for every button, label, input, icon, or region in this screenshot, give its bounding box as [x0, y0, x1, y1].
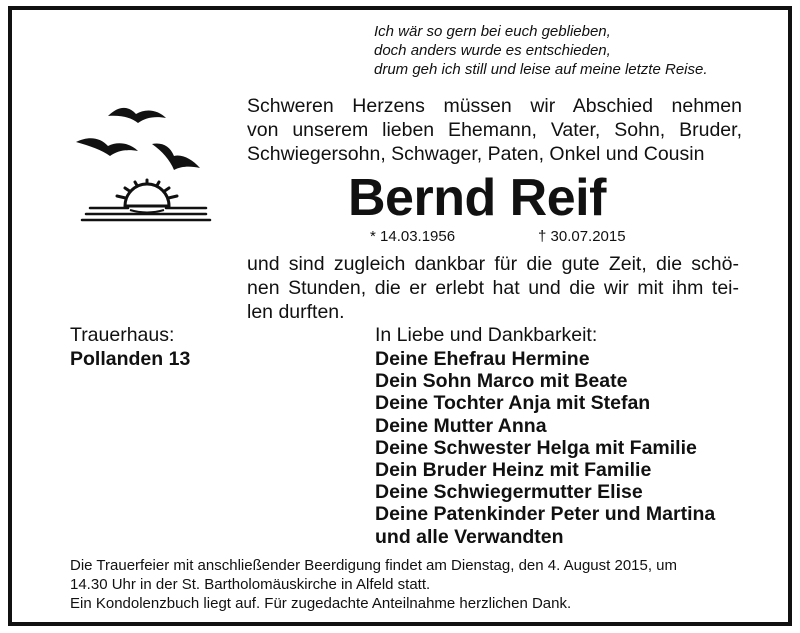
funeral-notice: [70, 556, 750, 613]
notice-line: Ein Kondolenzbuch liegt auf. Für zugedachte Anteilnahme herzlichen Dank.: [70, 595, 572, 612]
mourning-house-label: Trauerhaus:: [70, 324, 175, 346]
notice-line: 14.30 Uhr in der St. Bartholomäuskirche in Alfeld statt.: [70, 576, 431, 593]
birth-date: * 14.03.1956: [370, 228, 456, 245]
verse-line: Ich wär so gern bei euch geblieben,: [374, 23, 611, 40]
mourner: Deine Patenkinder Peter und Martina: [375, 503, 716, 526]
verse-line: doch anders wurde es entschieden,: [374, 42, 611, 59]
mourner: Deine Schwiegermutter Elise: [375, 481, 643, 504]
gratitude-line: nen Stunden, die er erlebt hat und die wir mit ihm tei-: [247, 277, 739, 299]
intro-paragraph: [247, 94, 742, 166]
mourner: Dein Bruder Heinz mit Familie: [375, 459, 652, 482]
obituary-frame: [8, 6, 792, 626]
mourner: Deine Mutter Anna: [375, 414, 547, 437]
mourning-house-address: Pollanden 13: [70, 348, 191, 370]
verse-line: drum geh ich still und leise auf meine letzte Reise.: [374, 61, 708, 78]
intro-line: von unserem lieben Ehemann, Vater, Sohn, Bruder,: [247, 119, 742, 141]
mourner: und alle Verwandten: [375, 525, 564, 548]
mourner: Dein Sohn Marco mit Beate: [375, 370, 628, 393]
signoff-heading: In Liebe und Dankbarkeit:: [375, 324, 598, 346]
deceased-name: Bernd Reif: [348, 169, 606, 227]
gratitude-line: len durften.: [247, 301, 345, 323]
birds-over-sunset-icon: [66, 96, 216, 230]
mourner: Deine Ehefrau Hermine: [375, 348, 590, 370]
mourner: Deine Schwester Helga mit Familie: [375, 436, 697, 459]
mourner: Deine Tochter Anja mit Stefan: [375, 392, 651, 415]
notice-line: Die Trauerfeier mit anschließender Beerdigung findet am Dienstag, den 4. August 2015, um: [70, 557, 678, 574]
intro-line: Schweren Herzens müssen wir Abschied nehmen: [247, 95, 742, 117]
gratitude-line: und sind zugleich dankbar für die gute Zeit, die schö-: [247, 253, 739, 275]
death-date: † 30.07.2015: [538, 228, 626, 245]
gratitude-paragraph: [247, 252, 739, 324]
farewell-verse: [374, 22, 774, 79]
intro-line: Schwiegersohn, Schwager, Paten, Onkel und Cousin: [247, 143, 705, 165]
mourners-list: [375, 348, 715, 548]
